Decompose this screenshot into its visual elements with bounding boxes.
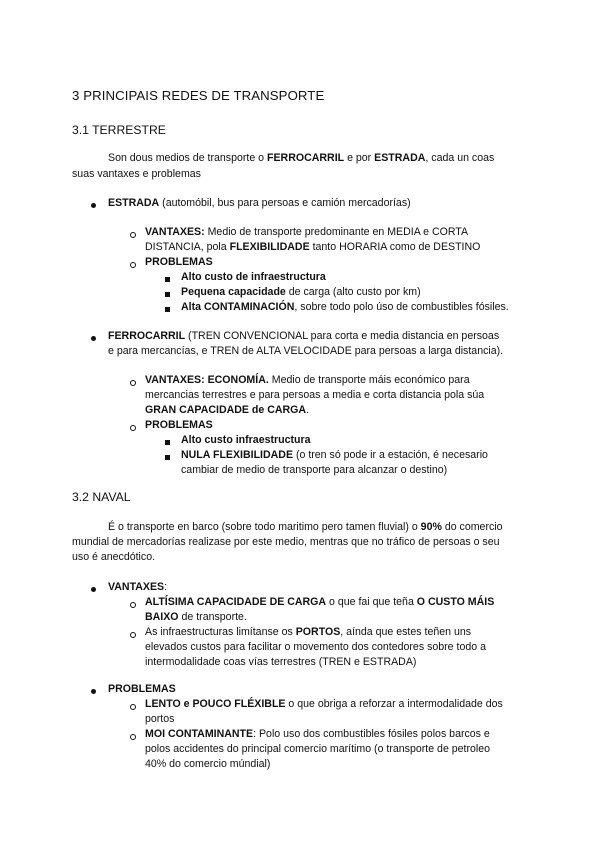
naval-vantaxes-label: VANTAXES: (108, 581, 168, 593)
ferrocarril-problemas-label: PROBLEMAS (145, 419, 213, 431)
section-heading-naval: 3.2 NAVAL (72, 490, 131, 504)
bullet-circle-icon (130, 262, 136, 268)
naval-vantaxe-1-line1: ALTÍSIMA CAPACIDADE DE CARGA o que fai que teña O CUSTO MÁIS (145, 596, 495, 608)
page-title: 3 PRINCIPAIS REDES DE TRANSPORTE (72, 88, 325, 103)
bullet-circle-icon (130, 232, 136, 238)
naval-intro-line1: É o transporte en barco (sobre todo maritimo pero tamen fluvial) o 90% do comercio (108, 521, 503, 533)
bullet-circle-icon (130, 704, 136, 710)
ferrocarril-item-line2: e para mercancías, e TREN de ALTA VELOCIDADE para persoas a larga distancia). (108, 345, 504, 357)
estrada-problema-1: Alto custo de infraestructura (181, 271, 326, 283)
bullet-dot-icon (91, 336, 96, 341)
bullet-dot-icon (91, 689, 96, 694)
estrada-item: ESTRADA (automóbil, bus para persoas e camión mercadorías) (108, 197, 411, 209)
naval-vantaxe-1-line2: BAIXO de transporte. (145, 611, 247, 623)
bullet-dot-icon (91, 203, 96, 208)
naval-problema-1-line1: LENTO e POUCO FLÉXIBLE o que obriga a reforzar a intermodalidade dos (145, 698, 503, 710)
naval-intro-line3: uso é anecdótico. (72, 551, 156, 563)
bullet-circle-icon (130, 734, 136, 740)
terrestre-intro-line2: suas vantaxes e problemas (72, 168, 201, 180)
estrada-problemas-label: PROBLEMAS (145, 256, 213, 268)
naval-problemas-label: PROBLEMAS (108, 683, 176, 695)
naval-vantaxe-2-line1: As infraestructuras limítanse os PORTOS, aínda que estes teñen uns (145, 626, 472, 638)
estrada-problema-2: Pequena capacidade de carga (alto custo por km) (181, 286, 421, 298)
bullet-square-icon (165, 292, 170, 297)
bullet-square-icon (165, 277, 170, 282)
bullet-dot-icon (91, 587, 96, 592)
bullet-circle-icon (130, 380, 136, 386)
naval-problema-2-line3: 40% do comercio múndial) (145, 758, 271, 770)
estrada-problema-3: Alta CONTAMINACIÓN, sobre todo polo úso de combustibles fósiles. (181, 301, 509, 313)
estrada-vantaxes-line2: DISTANCIA, pola FLEXIBILIDADE tanto HORARIA como de DESTINO (145, 241, 481, 253)
bullet-circle-icon (130, 425, 136, 431)
terrestre-intro-line1: Son dous medios de transporte o FERROCARRIL e por ESTRADA, cada un coas (108, 152, 495, 164)
bullet-circle-icon (130, 602, 136, 608)
section-heading-terrestre: 3.1 TERRESTRE (72, 123, 166, 137)
ferrocarril-problema-2-line1: NULA FLEXIBILIDADE (o tren só pode ir a estación, é necesario (181, 449, 488, 461)
bullet-square-icon (165, 440, 170, 445)
ferrocarril-vantaxes-line2: mercancias terrestres e para persoas a media e corta distancia pola súa (145, 389, 485, 401)
naval-problema-2-line2: polos accidentes do principal comercio marítimo (o transporte de petroleo (145, 743, 491, 755)
naval-vantaxe-2-line3: intermodalidade coas vías terrestres (TREN e ESTRADA) (145, 656, 417, 668)
naval-problema-1-line2: portos (145, 713, 175, 725)
naval-vantaxe-2-line2: elevados custos para facilitar o movemento dos contedores sobre todo a (145, 641, 486, 653)
ferrocarril-problema-2-line2: cambiar de medio de transporte para alcanzar o destino) (181, 464, 448, 476)
bullet-square-icon (165, 307, 170, 312)
ferrocarril-item-line1: FERROCARRIL (TREN CONVENCIONAL para corta e media distancia en persoas (108, 330, 500, 342)
naval-problema-2-line1: MOI CONTAMINANTE: Polo uso dos combustibles fósiles polos barcos e (145, 728, 490, 740)
ferrocarril-vantaxes-line3: GRAN CAPACIDADE de CARGA. (145, 404, 310, 416)
bullet-square-icon (165, 455, 170, 460)
estrada-vantaxes-line1: VANTAXES: Medio de transporte predominante en MEDIA e CORTA (145, 226, 469, 238)
naval-intro-line2: mundial de mercadorías realizase por este medio, mentras que no tráfico de persoas o seu (72, 536, 500, 548)
ferrocarril-problema-1: Alto custo infraestructura (181, 434, 311, 446)
ferrocarril-vantaxes-line1: VANTAXES: ECONOMÍA. Medio de transporte máis económico para (145, 374, 470, 386)
bullet-circle-icon (130, 632, 136, 638)
